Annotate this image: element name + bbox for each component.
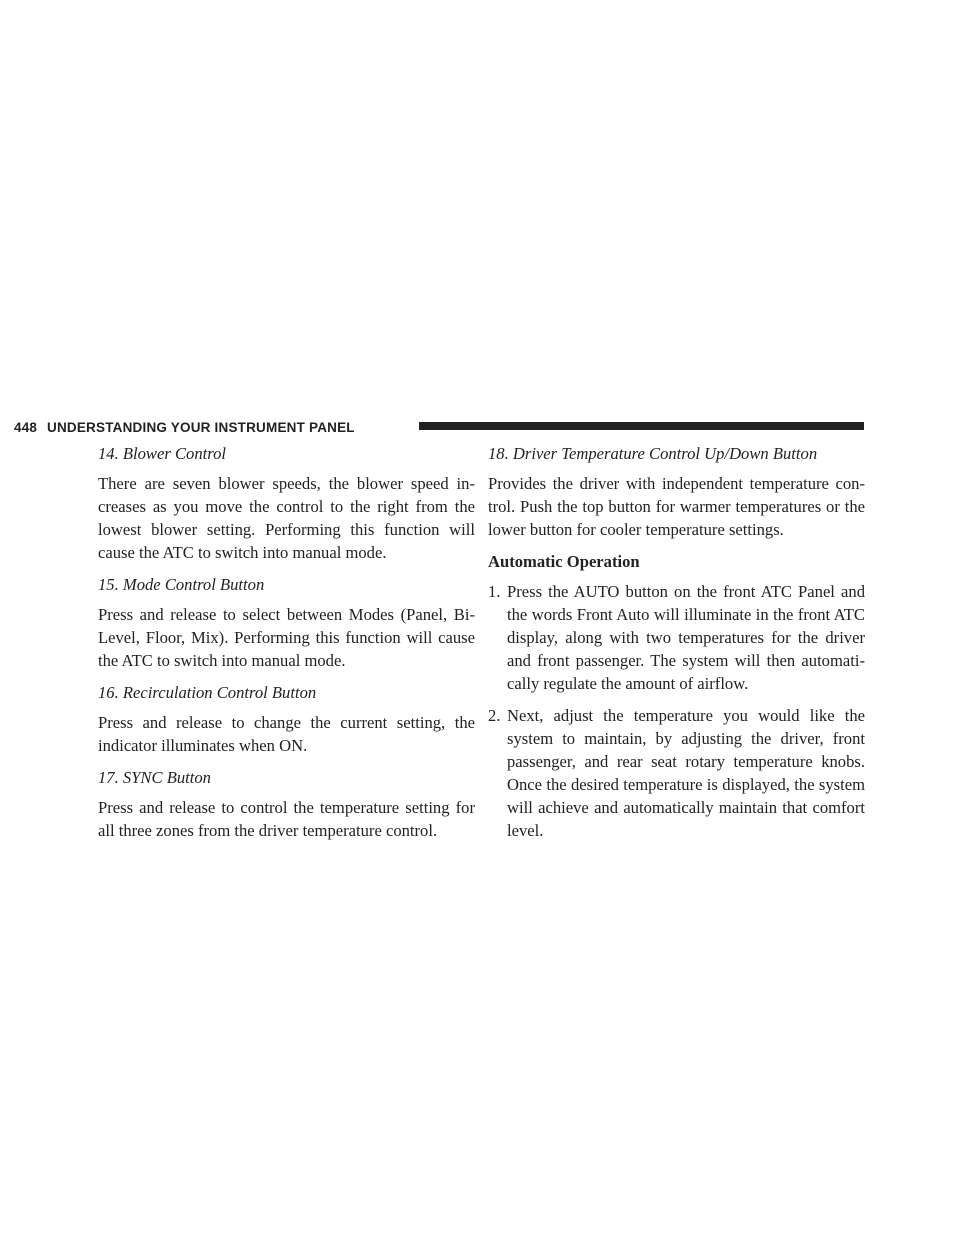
page-number: 448 xyxy=(14,420,38,435)
recirculation-text: Press and release to change the current setting, the indicator illuminates when ON. xyxy=(98,713,475,755)
section-title: UNDERSTANDING YOUR INSTRUMENT PANEL xyxy=(47,420,355,435)
step-text: Next, adjust the temperature you would like the system to maintain, by adjusting the driver, front passenger, and rear seat rotary temperature knobs. Once the desired temperature is displayed, the system will achieve and automatically maintain that comfort level. xyxy=(507,706,865,840)
driver-temp-text: Provides the driver with independent temperature con-trol. Push the top button for warmer temperatures or the lower button for cooler temperature settings. xyxy=(488,474,865,539)
list-item xyxy=(488,580,865,695)
automatic-operation-heading: Automatic Operation xyxy=(488,552,640,571)
driver-temp-heading: 18. Driver Temperature Control Up/Down Button xyxy=(488,444,818,463)
left-column xyxy=(98,438,475,851)
step-text: Press the AUTO button on the front ATC Panel and the words Front Auto will illuminate in the front ATC display, along with two temperatures for the driver and front passenger. The system will then automati-cally regulate the amount of airflow. xyxy=(507,582,865,693)
recirculation-heading: 16. Recirculation Control Button xyxy=(98,683,317,702)
mode-control-text: Press and release to select between Modes (Panel, Bi-Level, Floor, Mix). Performing this function will cause the ATC to switch into manual mode. xyxy=(98,605,475,670)
header-rule xyxy=(419,422,864,430)
page-header xyxy=(14,418,864,440)
list-item xyxy=(488,704,865,842)
blower-control-heading: 14. Blower Control xyxy=(98,444,226,463)
right-column xyxy=(488,438,865,851)
step-number: 1. xyxy=(488,582,501,601)
blower-control-text: There are seven blower speeds, the blower speed in-creases as you move the control to the right from the lowest blower setting. Performing this function will cause the ATC to switch into manual mode. xyxy=(98,474,475,562)
sync-button-text: Press and release to control the temperature setting for all three zones from the driver temperature control. xyxy=(98,798,475,840)
sync-button-heading: 17. SYNC Button xyxy=(98,768,211,787)
step-number: 2. xyxy=(488,706,501,725)
mode-control-heading: 15. Mode Control Button xyxy=(98,575,265,594)
automatic-operation-steps xyxy=(488,580,865,842)
